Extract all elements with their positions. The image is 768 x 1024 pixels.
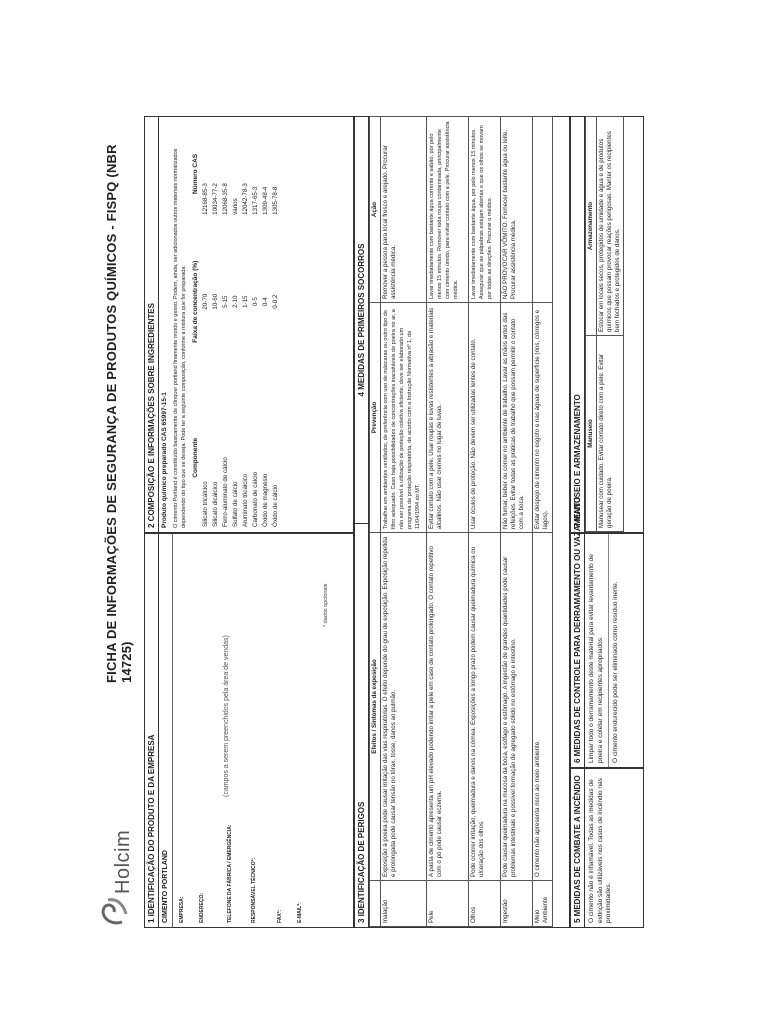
- cas-number: 1305-78-8: [271, 186, 279, 215]
- prevention-text: Trabalhar em ambientes ventilados, de preferência com uso de máscaras ou outro tipo de filtro adequado. Caso haja possibilidades de concentrações inaceitáveis de poeira no ar, a não ser possível a utilização de proteção coletiva eficiente, deve ser elaborado um programa de proteção respiratória, de acordo com a Instrução Normativa nº 1, de 11/04/1994 do MT.: [381, 303, 427, 533]
- route-label: Inalação: [381, 881, 427, 927]
- table-row: [597, 117, 624, 532]
- prevention-text: Não fumar, beber ou comer no ambiente de trabalho. Lavar as mãos antes das refeições. Evitar todas as práticas de trabalho que possam permitir o contato com a boca.: [501, 303, 533, 533]
- action-text: [533, 117, 553, 303]
- table-row: [241, 130, 251, 530]
- section-2-title: 2 COMPOSIÇÃO E INFORMAÇÕES SOBRE INGREDIENTES: [145, 117, 159, 532]
- cas-number: 1317-65-3: [251, 186, 259, 215]
- table-row: [211, 130, 221, 530]
- prevention-text: Evitar contato com a pele. Usar roupas e luvas resistentes à abrasão e materiais alcalinos. Não usar cremes no lugar de luvas.: [427, 303, 469, 533]
- table-row: [201, 130, 211, 530]
- effect-text: Exposição à poeira pode causar irritação das vias respiratórias. O efeito depende do grau de exposição. Exposição repetida e prolongada pode causar tensão no tórax, tosse, danos ao pulmão.: [381, 533, 427, 881]
- route-label: Pele: [427, 881, 469, 927]
- concentration: 0-0,2: [271, 294, 279, 309]
- route-label: Ingestão: [501, 881, 533, 927]
- label-telefone: TELEFONE DA FÁBRICA / EMERGÊNCIA:: [227, 824, 233, 923]
- route-label: Olhos: [469, 881, 501, 927]
- section-2: [144, 116, 354, 533]
- col-faixa: Faixa de concentração (%): [191, 260, 199, 343]
- section-7-title: 7 MANUSEIO E ARMAZENAMENTO: [571, 117, 585, 532]
- component-name: Silicato tricálcico: [201, 481, 209, 527]
- cas-number: 10034-77-2: [211, 183, 219, 215]
- col-cas: Número CAS: [191, 153, 199, 194]
- col-acao: Ação: [370, 117, 381, 303]
- component-name: Óxido de cálcio: [271, 484, 279, 527]
- component-name: Óxido de magnésio: [261, 473, 269, 527]
- table-row: [381, 117, 427, 927]
- product-name: CIMENTO PORTLAND: [159, 534, 173, 927]
- route-label: Meio Ambiente: [533, 881, 553, 927]
- col-manuseio: Manuseio: [586, 336, 597, 532]
- handling-text: Manusear com cuidado. Evitar contato direto com a pele. Evitar geração de poeira.: [597, 336, 624, 532]
- table-row: [221, 130, 231, 530]
- component-name: Aluminato tricálcico: [241, 473, 249, 527]
- col-componente: Componente: [191, 437, 199, 478]
- table-row: [501, 117, 533, 927]
- composition-table: [191, 130, 281, 530]
- action-text: Remover a pessoa para local fresco e arejado. Procurar assistência médica.: [381, 117, 427, 303]
- cas-number: 12042-78-3: [241, 183, 249, 215]
- col-efeitos: Efeitos / Sintomas da exposição: [370, 533, 381, 881]
- concentration: 5-15: [221, 295, 229, 308]
- component-name: Sulfato de cálcio: [231, 481, 239, 527]
- section-3-4-container: [354, 116, 570, 928]
- concentration: 1-15: [241, 295, 249, 308]
- document-title: FICHA DE INFORMAÇÕES DE SEGURANÇA DE PRODUTOS QUÍMICOS - FISPQ (NBR 14725): [104, 144, 134, 683]
- table-row: [427, 117, 469, 927]
- component-name: Silicato dicálcico: [211, 481, 219, 527]
- table-row: [251, 130, 261, 530]
- concentration: 2-10: [231, 295, 239, 308]
- fill-note: (campos a serem preenchidos pela área de vendas): [223, 635, 230, 797]
- fire-text: O cimento não é inflamável. Todas as medidas de extinção são utilizáveis nos casos de incêndio nas proximidades.: [588, 778, 612, 923]
- col-prevencao: Prevenção: [370, 303, 381, 533]
- brand-name: Holcim: [112, 829, 134, 894]
- spill-text-1: Limpar todo o derramamento deste material para evitar levantamento de poeira e coletar em recipientes apropriados.: [585, 534, 609, 767]
- concentration: 0-5: [251, 297, 259, 307]
- section-5: [570, 768, 644, 928]
- optional-note: * dados opcionais: [323, 583, 329, 627]
- table-row: [231, 130, 241, 530]
- section-1: [144, 533, 354, 928]
- effect-text: O cimento não apresenta risco ao meio ambiente.: [533, 533, 553, 881]
- section-3-title: 3 IDENTIFICAÇÃO DE PERIGOS: [355, 523, 368, 927]
- handling-table: [585, 116, 624, 532]
- product-cas: Produto químico preparado CAS 65997-15-1: [161, 392, 168, 528]
- concentration: 20-70: [201, 293, 209, 310]
- hazards-first-aid-table: [369, 116, 553, 927]
- label-email: E-MAIL*:: [297, 902, 303, 923]
- col-armazenamento: Armazenamento: [586, 117, 597, 336]
- section-6-title: 6 MEDIDAS DE CONTROLE PARA DERRAMAMENTO OU VAZAMENTO: [571, 534, 585, 767]
- cas-number: 12168-85-3: [201, 183, 209, 215]
- composition-intro: O cimento Portland é constituído basicamente de clínquer portland finamente moído e gesso. Podem, ainda, ser adicionados outros materiais normalizados dependendo do tipo que se deseja. Pode ter a seguinte composição, conforme a mistura que for preparada:: [172, 148, 187, 528]
- cas-number: 1309-48-4: [261, 186, 269, 215]
- action-text: NÃO PROVOCAR VÔMITO. Fornecer bastante água ou leite. Procurar assistência médica.: [501, 117, 533, 303]
- action-text: Lavar imediatamente com bastante água, por pelo menos 15 minutos. Assegurar que as pálpebras estejam abertas e que os olhos se movam por todas as direções. Procurar o médico.: [469, 117, 501, 303]
- table-row: [533, 117, 553, 927]
- cas-number: 12068-35-8: [221, 183, 229, 215]
- table-row: [271, 130, 281, 530]
- label-endereco: ENDEREÇO:: [199, 892, 205, 923]
- holcim-logo-icon: [96, 894, 132, 928]
- spill-text-2: O cimento endurecido pode ser eliminado como resíduo inerte.: [612, 581, 619, 763]
- effect-text: Pode causar queimadura na mucosa da boca, esôfago e estômago. A ingestão de grandes quantidades pode causar problemas intestinais e possível formação de agregado sólido no estômago e intestino.: [501, 533, 533, 881]
- fispq-sheet: [96, 116, 644, 928]
- label-fax: FAX*:: [277, 909, 283, 923]
- section-4-title: 4 MEDIDAS DE PRIMEIROS SOCORROS: [357, 243, 366, 397]
- component-name: Ferro-aluminato de cálcio: [221, 457, 229, 527]
- table-row: [469, 117, 501, 927]
- label-responsavel: RESPONSÁVEL TÉCNICO*:: [251, 857, 257, 923]
- concentration: 10-60: [211, 293, 219, 310]
- effect-text: A pasta de cimento apresenta um pH elevado podendo irritar a pele em caso de contato prolongado. O contato repetitivo com o pó pode causar eczema.: [427, 533, 469, 881]
- section-7: [570, 116, 644, 533]
- effect-text: Pode ocorrer irritação, queimadura e danos na córnea. Exposições a longo prazo podem causar queimadura química ou ulceração dos olhos.: [469, 533, 501, 881]
- concentration: 0-4: [261, 297, 269, 307]
- action-text: Lavar imediatamente com bastante água corrente e sabão, por pelo menos 15 minutos. Remover toda roupa contaminada, principalmente com cimento úmido, para evitar contato com a pele. Procurar assistência médica.: [427, 117, 469, 303]
- component-name: Carbonato de cálcio: [251, 471, 259, 527]
- prevention-text: Evitar despejo de cimento no esgoto e nas águas de superfície (rios, córregos e lagos).: [533, 303, 553, 533]
- table-row: [261, 130, 271, 530]
- label-empresa: EMPRESA:: [179, 896, 185, 923]
- holcim-logo: [96, 829, 138, 928]
- storage-text: Estocar em locais secos, protegidos de umidade e água e de produtos químicos que possam provocar reações perigosas. Manter os recipientes bem fechados e protegidos de danos.: [597, 117, 624, 336]
- section-5-title: 5 MEDIDAS DE COMBATE A INCÊNDIO: [571, 769, 585, 927]
- prevention-text: Usar óculos de proteção. Não devem ser utilizadas lentes de contato.: [469, 303, 501, 533]
- cas-number: vários: [231, 198, 239, 215]
- section-1-title: 1 IDENTIFICAÇÃO DO PRODUTO E DA EMPRESA: [145, 534, 159, 927]
- section-6: [570, 496, 644, 768]
